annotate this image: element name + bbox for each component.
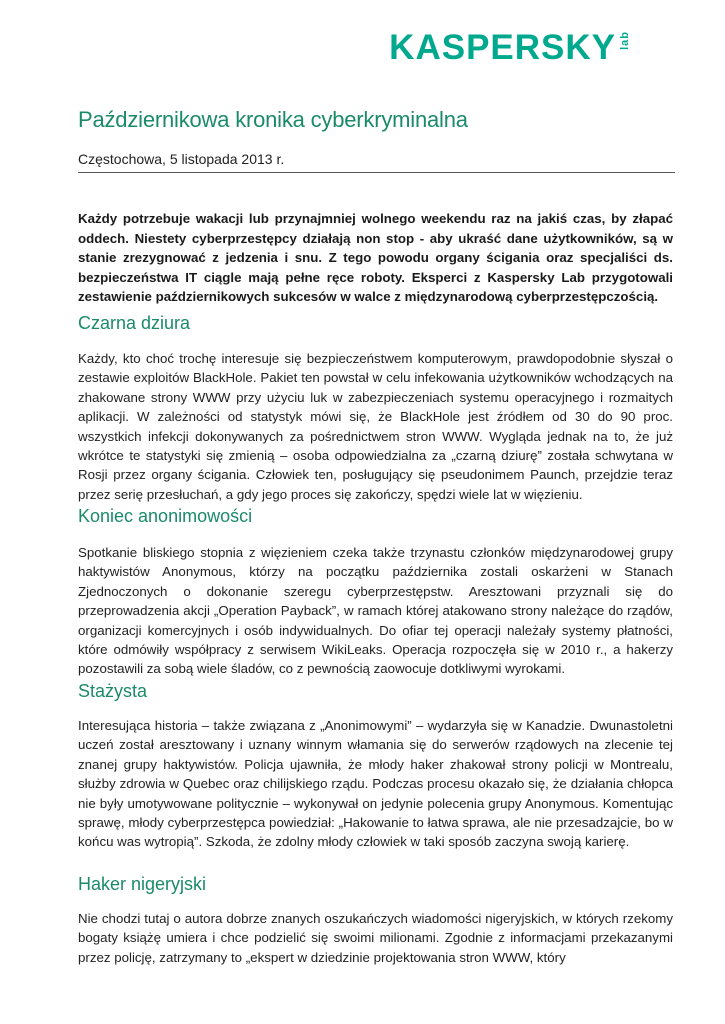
section-body-haker-nigeryjski: Nie chodzi tutaj o autora dobrze znanych oszukańczych wiadomości nigeryjskich, w których rzekomy bogaty książę umiera i chce podzielić się swoimi milionami. Zgodnie z informacjami przekazanymi przez policję, zatrzymany to „ekspert w dziedzinie projektowania stron WWW, który [78,911,673,965]
dateline: Częstochowa, 5 listopada 2013 r. [78,151,285,167]
section-heading-haker-nigeryjski: Haker nigeryjski [78,874,207,894]
lead-paragraph: Każdy potrzebuje wakacji lub przynajmniej wolnego weekendu raz na jakiś czas, by złapać oddech. Niestety cyberprzestępcy działają non stop - aby ukraść dane użytkowników, są w stanie zrezygnować z jedzenia i snu. Z tego powodu organy ścigania oraz specjaliści ds. bezpieczeństwa IT ciągle mają pełne ręce roboty. Eksperci z Kaspersky Lab przygotowali zestawienie październikowych sukcesów w walce z międzynarodową cyberprzestępczością. [78,211,673,305]
section-heading-koniec-anonimowosci: Koniec anonimowości [78,506,253,526]
kaspersky-lab-logo [389,28,631,68]
section-body-czarna-dziura: Każdy, kto choć trochę interesuje się bezpieczeństwem komputerowym, prawdopodobnie słyszał o zestawie exploitów BlackHole. Pakiet ten powstał w celu infekowania użytkowników wchodzących na zhakowane strony WWW przy użyciu luk w zabezpieczeniach systemu operacyjnego i rozmaitych aplikacji. W zależności od statystyk mówi się, że BlackHole jest źródłem od 30 do 90 proc. wszystkich infekcji dokonywanych za pośrednictwem stron WWW. Wygląda jednak na to, że już wkrótce te statystyki się zmienią – osoba odpowiedzialna za „czarną dziurę” została schwytana w Rosji przez organy ścigania. Człowiek ten, posługujący się pseudonimem Paunch, przejdzie teraz przez serię przesłuchań, a gdy jego proces się zakończy, spędzi wiele lat w więzieniu. [78,351,673,502]
section-body-koniec-anonimowosci: Spotkanie bliskiego stopnia z więzieniem czeka także trzynastu członków międzynarodowej grupy haktywistów Anonymous, którzy na początku października zostali oskarżeni w Stanach Zjednoczonych o dokonanie szeregu cyberprzestępstw. Aresztowani przyznali się do przeprowadzenia akcji „Operation Payback”, w ramach której atakowano strony należące do rządów, organizacji komercyjnych i osób indywidualnych. Do ofiar tej operacji należały systemy płatności, które odmówiły współpracy z serwisem WikiLeaks. Operacja rozpoczęła się w 2010 r., a hakerzy pozostawili za sobą wiele śladów, co z pewnością zaowocuje dotkliwymi wyrokami. [78,545,673,677]
section-body-stazysta: Interesująca historia – także związana z „Anonimowymi” – wydarzyła się w Kanadzie. Dwunastoletni uczeń został aresztowany i uznany winnym włamania się do serwerów rządowych na zlecenie tej znanej grupy haktywistów. Policja ujawniła, że młody haker zhakował strony policji w Montrealu, służby zdrowia w Quebec oraz chilijskiego rządu. Podczas procesu okazało się, że działania chłopca nie były umotywowane politycznie – wykonywał on jedynie polecenia grupy Anonymous. Komentując sprawę, młody cyberprzestępca powiedział: „Hakowanie to łatwa sprawa, ale nie przesadzajcie, bo w końcu was wytropią”. Szkoda, że zdolny młody człowiek w taki sposób zaczyna swoją karierę. [78,718,673,850]
header-divider [78,172,675,173]
section-heading-stazysta: Stażysta [78,681,148,701]
section-heading-czarna-dziura: Czarna dziura [78,313,191,333]
page-title: Październikowa kronika cyberkryminalna [78,107,468,132]
logo-wordmark: KASPERSKY [389,28,616,67]
logo-tag: lab [619,31,631,50]
